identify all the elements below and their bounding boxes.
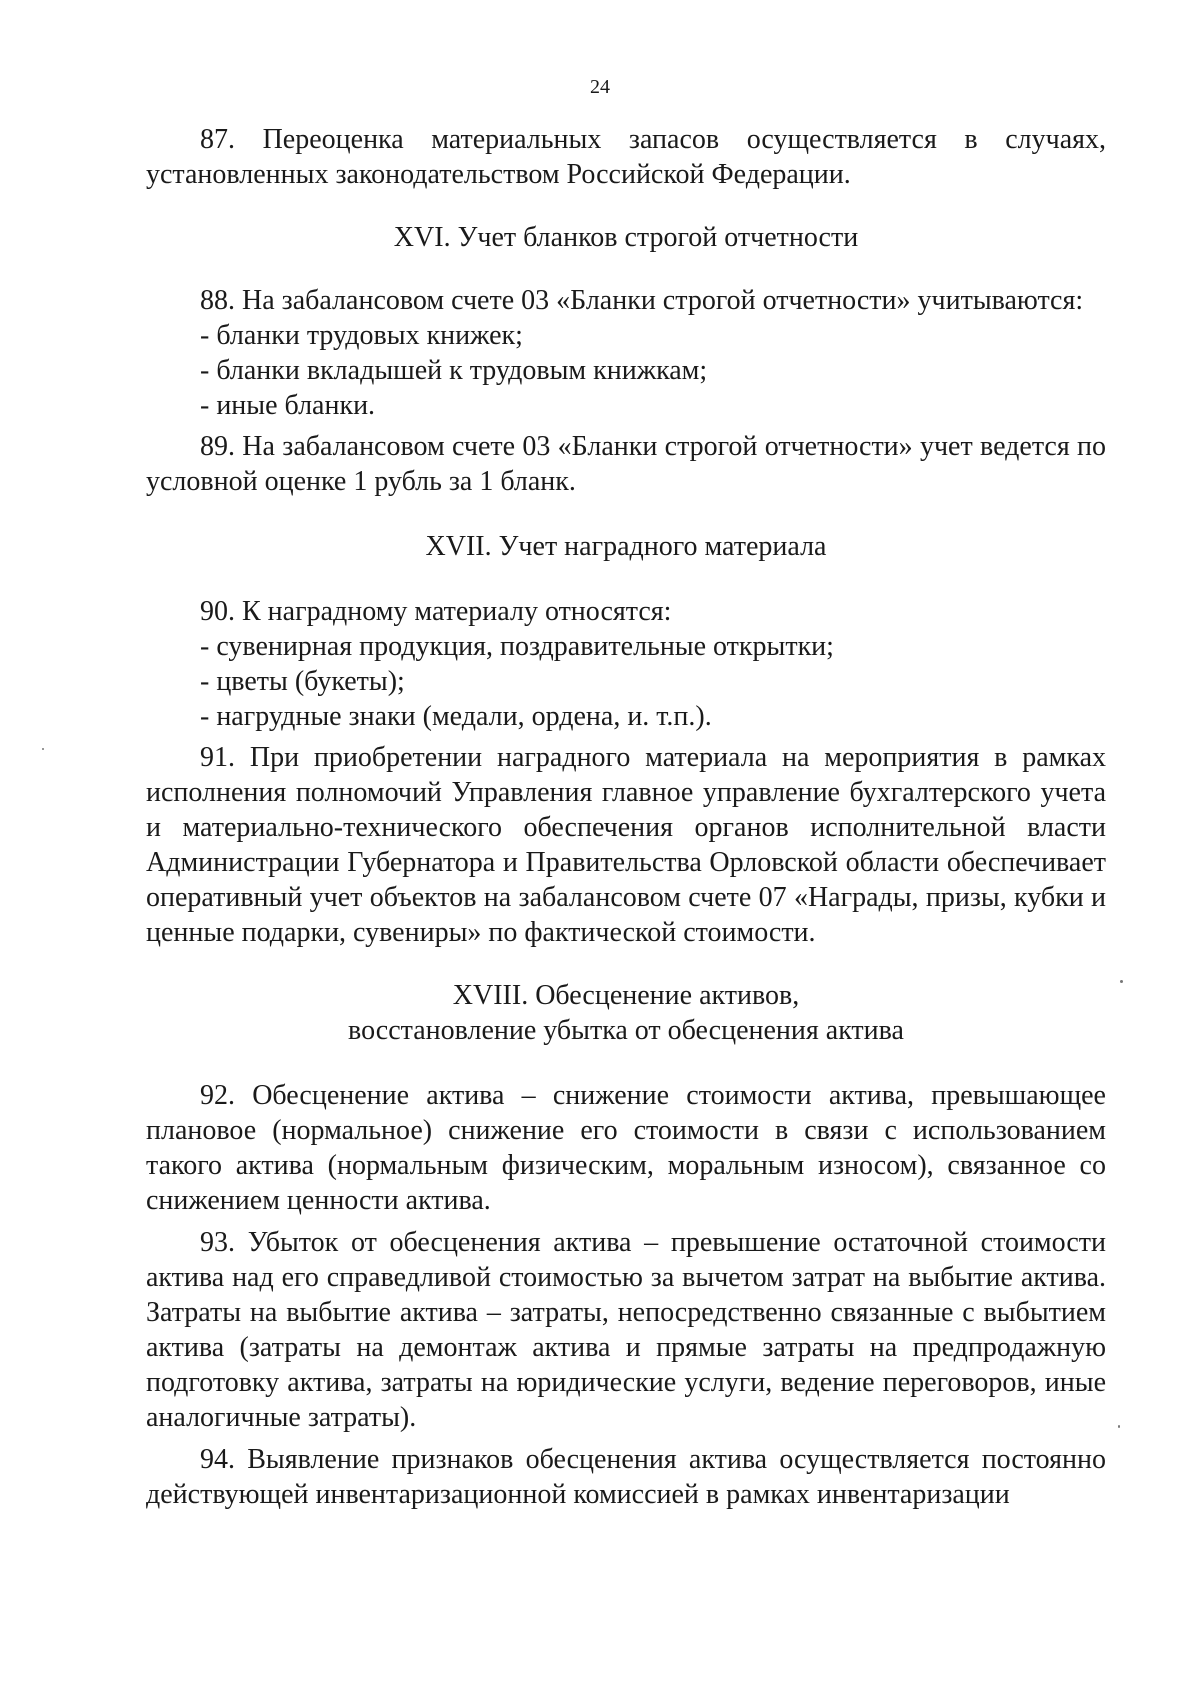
list-item: - иные бланки. [200, 390, 376, 421]
paragraph-89: 89. На забалансовом счете 03 «Бланки строгой отчетности» учет ведется по условной оценке 1 рубль за 1 бланк. [146, 431, 1106, 497]
section-subheading-xviii: восстановление убытка от обесценения актива [348, 1015, 904, 1046]
section-heading-xvi: XVI. Учет бланков строгой отчетности [393, 222, 859, 253]
paragraph-87: 87. Переоценка материальных запасов осуществляется в случаях, установленных законодательством Российской Федерации. [146, 124, 1106, 190]
paragraph-88: 88. На забалансовом счете 03 «Бланки строгой отчетности» учитываются: [200, 285, 1084, 316]
paragraph-94: 94. Выявление признаков обесценения актива осуществляется постоянно действующей инвентаризационной комиссией в рамках инвентаризации [146, 1444, 1106, 1510]
scan-speck [1120, 980, 1123, 983]
list-item: - бланки вкладышей к трудовым книжкам; [200, 355, 708, 386]
paragraph-93: 93. Убыток от обесценения актива – превышение остаточной стоимости актива над его справедливой стоимостью за вычетом затрат на выбытие актива. Затраты на выбытие актива – затраты, непосредственно связанные с выбытием актива (затраты на демонтаж актива и прямые затраты на предпродажную подготовку актива, затраты на юридические услуги, ведение переговоров, иные аналогичные затраты). [146, 1227, 1106, 1433]
page-number: 24 [590, 76, 610, 98]
list-item: - цветы (букеты); [200, 666, 405, 697]
scan-speck [42, 748, 44, 750]
section-heading-xvii: XVII. Учет наградного материала [425, 531, 827, 562]
document-body [146, 122, 1106, 1519]
list-item: - нагрудные знаки (медали, ордена, и. т.п.). [200, 701, 712, 732]
paragraph-90: 90. К наградному материалу относятся: [200, 596, 672, 627]
list-item: - бланки трудовых книжек; [200, 320, 523, 351]
scan-speck [1118, 1425, 1120, 1428]
section-heading-xviii: XVIII. Обесценение активов, [452, 980, 800, 1011]
paragraph-92: 92. Обесценение актива – снижение стоимости актива, превышающее плановое (нормальное) снижение его стоимости в связи с использованием такого актива (нормальным физическим, моральным износом), связанное со снижением ценности актива. [146, 1080, 1106, 1216]
list-item: - сувенирная продукция, поздравительные открытки; [200, 631, 834, 662]
paragraph-91: 91. При приобретении наградного материала на мероприятия в рамках исполнения полномочий Управления главное управление бухгалтерского учета и материально-технического обеспечения органов исполнительной власти Администрации Губернатора и Правительства Орловской области обеспечивает оперативный учет объектов на забалансовом счете 07 «Награды, призы, кубки и ценные подарки, сувениры» по фактической стоимости. [146, 742, 1106, 948]
